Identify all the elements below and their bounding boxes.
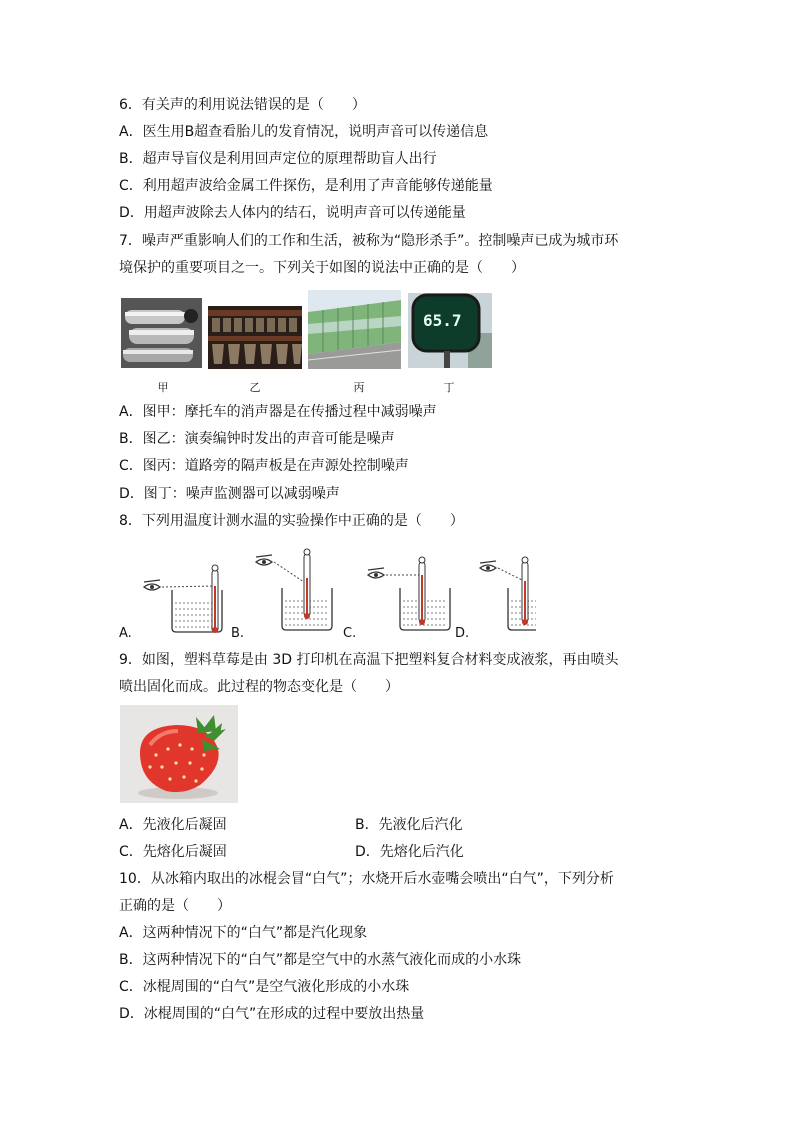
q10-option-c: C．冰棍周围的“白气”是空气液化形成的小水珠 (119, 979, 410, 995)
q9-option-b: B．先液化后汽化 (355, 817, 463, 833)
q10-option-a: A．这两种情况下的“白气”都是汽化现象 (119, 925, 368, 941)
chime-bells-image (208, 306, 302, 369)
strawberry-image (120, 705, 238, 803)
q10-option-b: B．这两种情况下的“白气”都是空气中的水蒸气液化而成的小水珠 (119, 952, 522, 968)
diagram-b (256, 549, 332, 630)
diagram-d (480, 557, 536, 630)
q7-stem-line2: 境保护的重要项目之一。下列关于如图的说法中正确的是（ ） (119, 260, 525, 276)
q6-option-a: A．医生用B超查看胎儿的发育情况，说明声音可以传递信息 (119, 124, 489, 140)
q6-option-c: C．利用超声波给金属工件探伤，是利用了声音能够传递能量 (119, 178, 493, 194)
q8-letter-b: B. (231, 626, 245, 641)
q8-letter-d: D. (455, 626, 470, 641)
q8-letter-c: C. (343, 626, 357, 641)
q8-letter-a: A. (119, 626, 132, 641)
q6-stem: 6．有关声的利用说法错误的是（ ） (119, 97, 366, 113)
diagram-a (144, 565, 222, 633)
noise-monitor-image (408, 293, 492, 368)
caption-jia: 甲 (157, 381, 169, 394)
motorcycle-muffler-image (121, 298, 202, 368)
q6-option-d: D．用超声波除去人体内的结石，说明声音可以传递能量 (119, 205, 466, 221)
q9-option-c: C．先熔化后凝固 (119, 844, 227, 860)
q10-stem-line2: 正确的是（ ） (119, 898, 231, 914)
q6-option-b: B．超声导盲仪是利用回声定位的原理帮助盲人出行 (119, 151, 437, 167)
q9-stem-line2: 喷出固化而成。此过程的物态变化是（ ） (119, 679, 399, 695)
sound-barrier-image (308, 290, 401, 369)
q8-stem: 8．下列用温度计测水温的实验操作中正确的是（ ） (119, 513, 464, 529)
caption-yi: 乙 (249, 381, 261, 394)
q9-stem-line1: 9．如图，塑料草莓是由 3D 打印机在高温下把塑料复合材料变成液浆，再由喷头 (119, 652, 619, 668)
q9-option-a: A．先液化后凝固 (119, 817, 227, 833)
diagram-c (368, 557, 450, 630)
q10-stem-line1: 10．从冰箱内取出的冰棍会冒“白气”；水烧开后水壶嘴会喷出“白气”，下列分析 (119, 871, 614, 887)
caption-bing: 丙 (353, 381, 365, 394)
q10-option-d: D．冰棍周围的“白气”在形成的过程中要放出热量 (119, 1006, 425, 1022)
q7-option-a: A．图甲：摩托车的消声器是在传播过程中减弱噪声 (119, 404, 437, 420)
caption-ding: 丁 (443, 381, 455, 394)
q7-option-b: B．图乙：演奏编钟时发出的声音可能是噪声 (119, 431, 395, 447)
q7-option-c: C．图丙：道路旁的隔声板是在声源处控制噪声 (119, 458, 409, 474)
q7-option-d: D．图丁：噪声监测器可以减弱噪声 (119, 486, 340, 502)
noise-reading: 65.7 (423, 311, 462, 330)
q9-option-d: D．先熔化后汽化 (355, 844, 464, 860)
q7-stem-line1: 7．噪声严重影响人们的工作和生活，被称为“隐形杀手”。控制噪声已成为城市环 (119, 233, 619, 249)
thermometer-diagrams (118, 548, 538, 644)
